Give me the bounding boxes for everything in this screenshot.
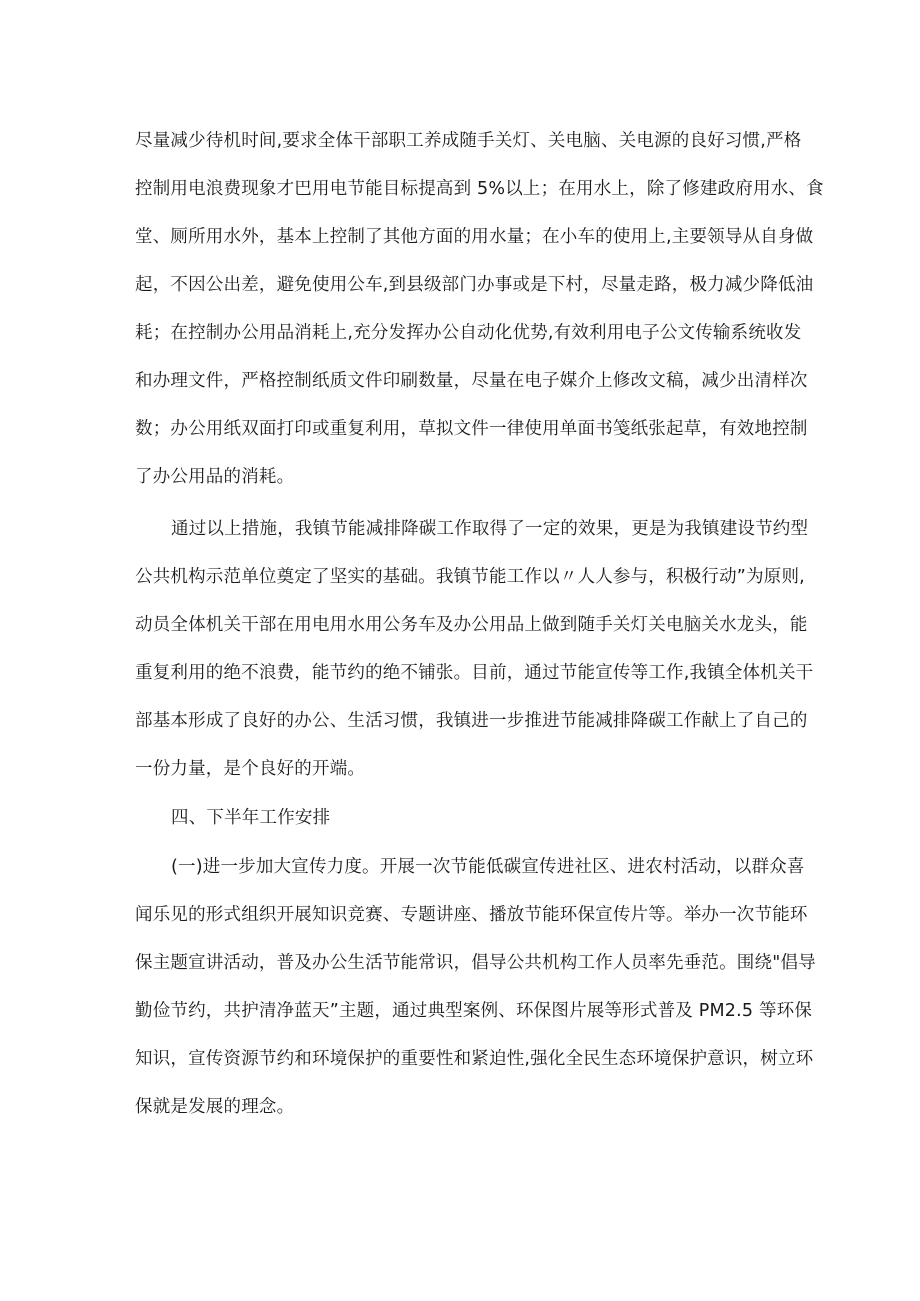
text-line: (一)进一步加大宣传力度。开展一次节能低碳宣传进社区、进农村活动，以群众喜 (171, 857, 805, 877)
text-line: 动员全体机关干部在用电用水用公务车及办公用品上做到随手关灯关电脑关水龙头，能 (135, 615, 808, 635)
text-line: 和办理文件，严格控制纸质文件印刷数量，尽量在电子媒介上修改文稿，减少出清样次 (135, 371, 808, 391)
text-line: 通过以上措施，我镇节能减排降碳工作取得了一定的效果，更是为我镇建设节约型 (171, 519, 809, 539)
text-line: 一份力量，是个良好的开端。 (135, 759, 366, 779)
text-line: 控制用电浪费现象才巴用电节能目标提高到 5%以上；在用水上，除了修建政府用水、食 (135, 179, 824, 199)
text-line: 尽量减少待机时间,要求全体干部职工养成随手关灯、关电脑、关电源的良好习惯,严格 (135, 131, 802, 151)
text-line: 勤俭节约，共护清净蓝天”主题，通过典型案例、环保图片展等形式普及 PM2.5 等环保 (135, 1001, 813, 1021)
text-line: 数；办公用纸双面打印或重复利用，草拟文件一律使用单面书笺纸张起草，有效地控制 (135, 419, 808, 439)
text-line: 知识，宣传资源节约和环境保护的重要性和紧迫性,强化全民生态环境保护意识，树立环 (135, 1049, 814, 1069)
text-line: 了办公用品的消耗。 (135, 467, 295, 487)
text-line: 部基本形成了良好的办公、生活习惯，我镇进一步推进节能减排降碳工作献上了自己的 (135, 711, 808, 731)
text-line: 公共机构示范单位奠定了坚实的基础。我镇节能工作以〃人人参与，积极行动”为原则, (135, 567, 805, 587)
text-line: 堂、厕所用水外，基本上控制了其他方面的用水量；在小车的使用上,主要领导从自身做 (135, 227, 814, 247)
text-line: 重复利用的绝不浪费，能节约的绝不铺张。目前，通过节能宣传等工作,我镇全体机关干 (135, 663, 814, 683)
text-line: 起，不因公出差，避免使用公车,到县级部门办事或是下村，尽量走路，极力减少降低油 (135, 275, 814, 295)
text-line: 耗；在控制办公用品消耗上,充分发挥办公自动化优势,有效利用电子公文传输系统收发 (135, 323, 802, 343)
text-line: 保主题宣讲活动，普及办公生活节能常识，倡导公共机构工作人员率先垂范。围绕"倡导 (135, 953, 816, 973)
text-line: 闻乐见的形式组织开展知识竞赛、专题讲座、播放节能环保宣传片等。举办一次节能环 (135, 905, 808, 925)
text-line: 保就是发展的理念。 (135, 1097, 295, 1117)
section-heading: 四、下半年工作安排 (171, 808, 331, 828)
